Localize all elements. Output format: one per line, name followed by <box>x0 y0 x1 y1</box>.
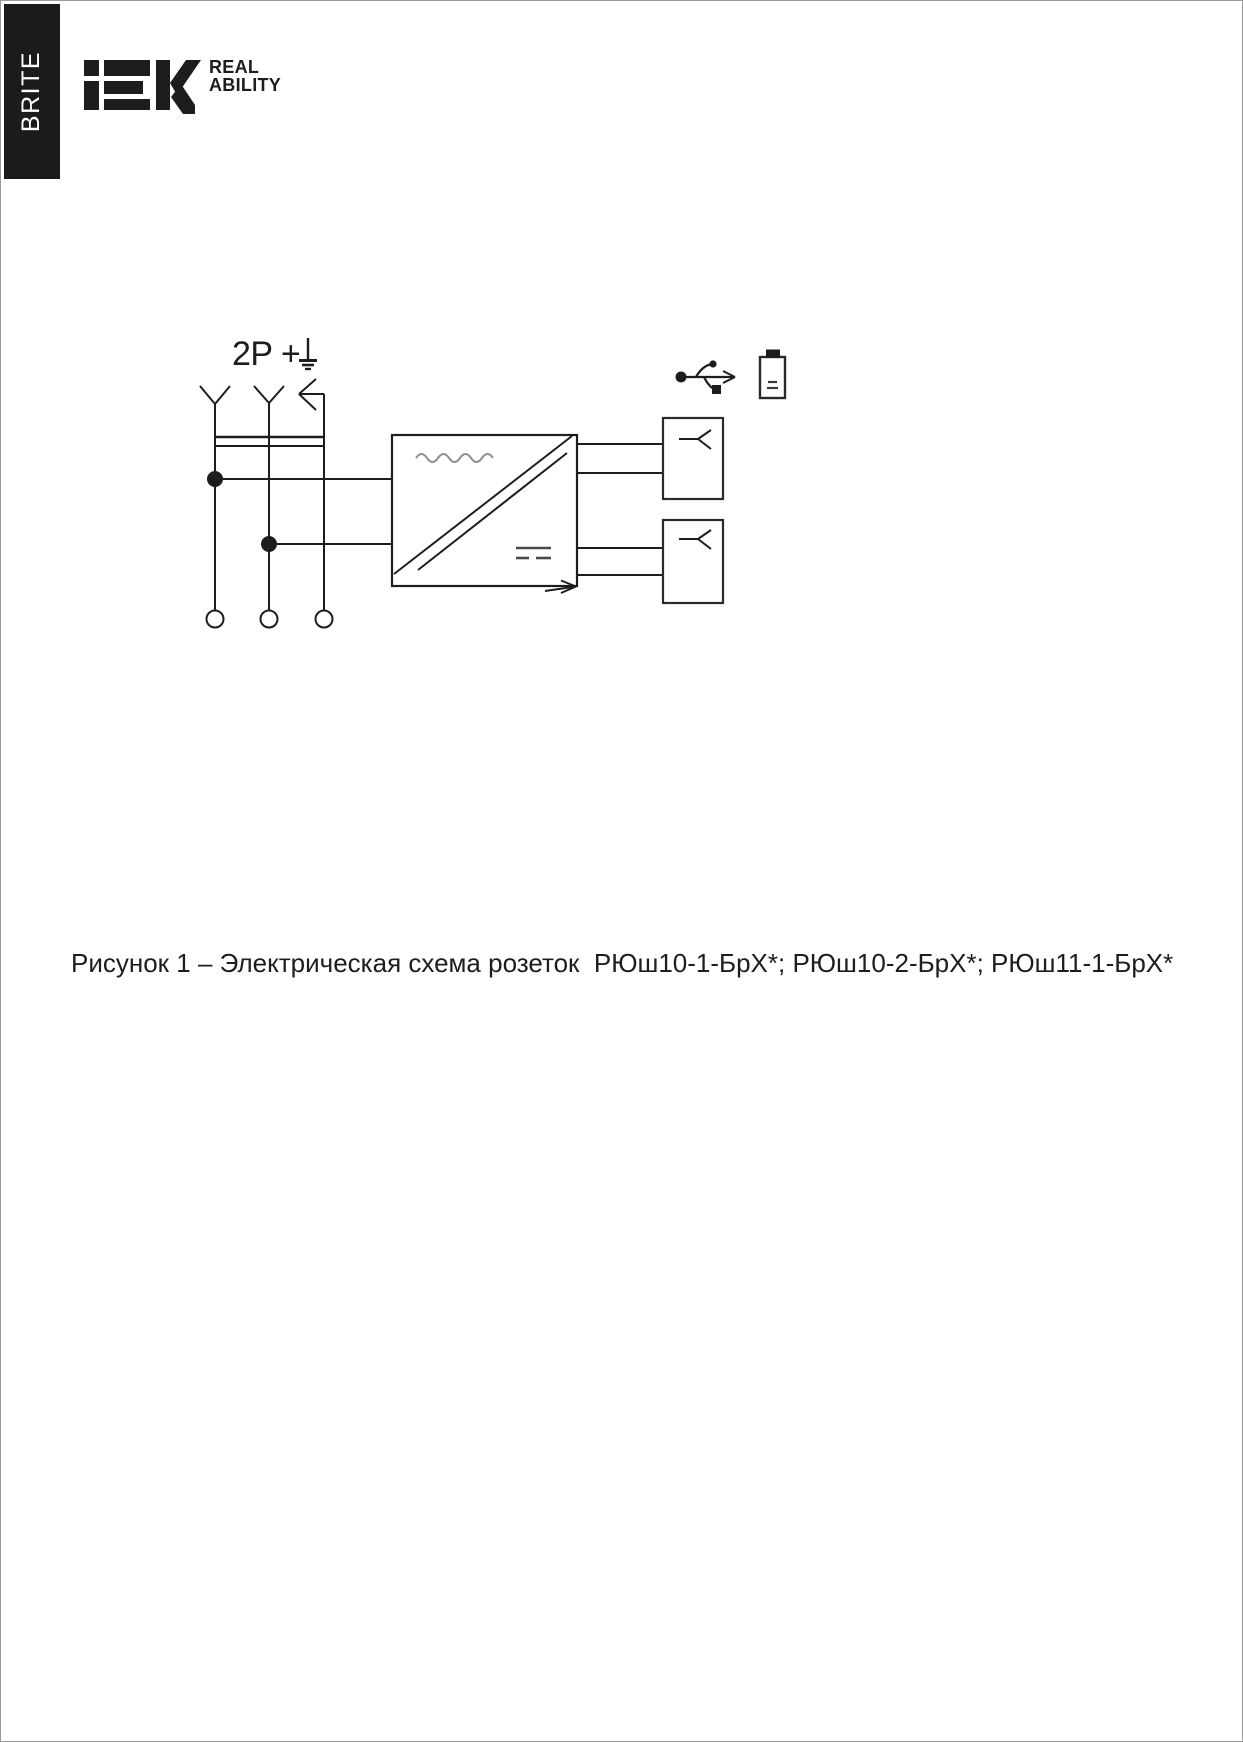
feed-lines <box>207 471 392 552</box>
terminal-circle <box>316 611 333 628</box>
tagline-line-1: REAL <box>209 57 260 77</box>
battery-icon <box>760 350 785 399</box>
terminal-circle <box>207 611 224 628</box>
side-tab-label: BRITE <box>17 50 46 133</box>
figure-caption: Рисунок 1 – Электрическая схема розеток РЮш10-1-БрХ*; РЮш10-2-БрХ*; РЮш11-1-БрХ* <box>71 948 1174 978</box>
input-pole-2 <box>254 386 284 628</box>
tagline-line-2: ABILITY <box>209 74 282 95</box>
socket-body <box>663 520 723 603</box>
output-lines <box>577 444 663 575</box>
input-poles-label: 2P + <box>232 335 301 373</box>
electrical-schematic <box>1 1 1243 1742</box>
plug-arrow-icon <box>299 379 324 410</box>
fork-contact-icon <box>254 386 284 403</box>
battery-cap <box>766 350 780 358</box>
earth-ground-icon <box>299 338 317 369</box>
converter-body <box>392 435 577 586</box>
socket-block-2 <box>663 520 723 603</box>
usb-icon <box>676 360 736 394</box>
input-pole-3 <box>299 379 333 628</box>
battery-body <box>760 357 785 398</box>
ac-dc-converter-block <box>392 435 577 593</box>
input-pole-1 <box>200 386 230 628</box>
socket-body <box>663 418 723 499</box>
terminal-circle <box>261 611 278 628</box>
socket-block-1 <box>663 418 723 499</box>
fork-contact-icon <box>200 386 230 404</box>
